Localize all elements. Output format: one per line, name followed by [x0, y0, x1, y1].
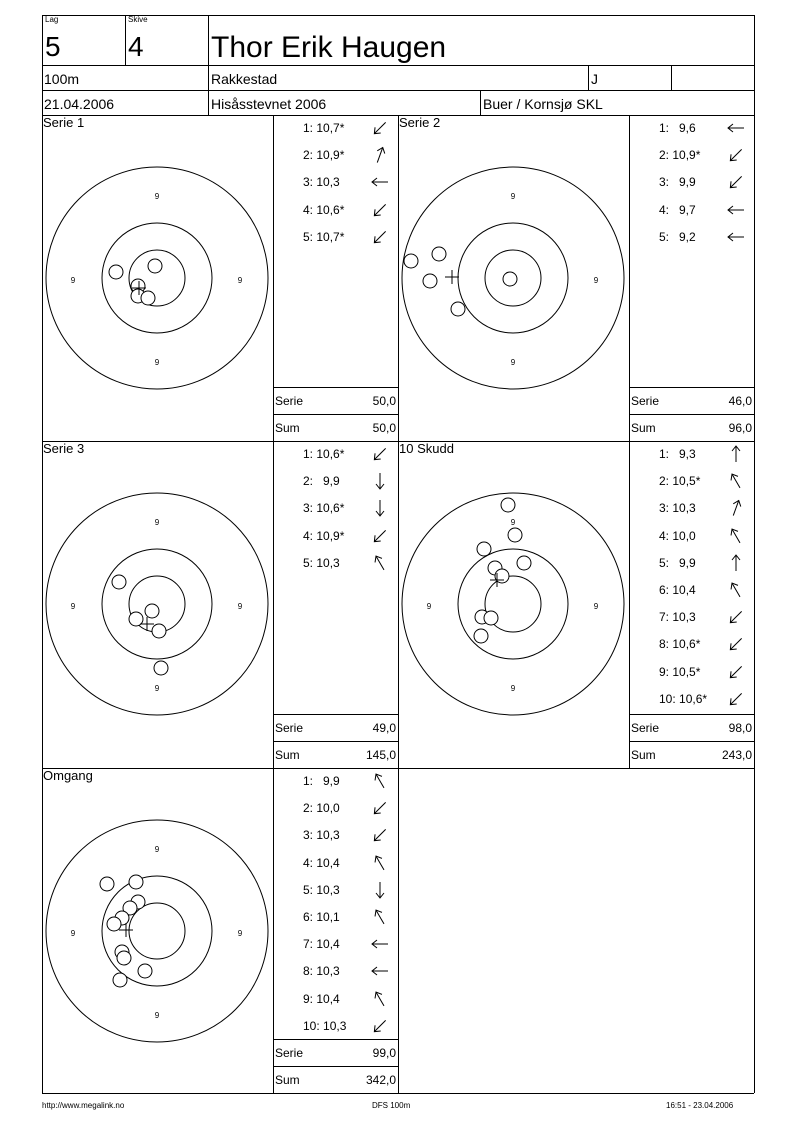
direction-arrow-icon: [370, 527, 390, 545]
ring-number: 9: [154, 358, 160, 367]
ring-number: 9: [426, 602, 432, 611]
target-diagram: [393, 484, 633, 724]
lag-label: Lag: [45, 15, 59, 24]
shot-value: 5: 9,9: [659, 555, 696, 570]
target-diagram: [393, 158, 633, 398]
shot-hole: [145, 604, 159, 618]
shot-value: 1: 10,7*: [303, 121, 345, 135]
ring-9: [102, 549, 212, 659]
direction-arrow-icon: [370, 228, 390, 246]
shot-hole: [432, 247, 446, 261]
shot-value: 2: 10,0: [303, 801, 340, 816]
shooter-name: Thor Erik Haugen: [211, 31, 447, 64]
sum-total: 145,0: [365, 748, 396, 762]
serie-total: 98,0: [728, 721, 752, 735]
direction-arrow-icon: [726, 119, 746, 137]
direction-arrow-icon: [726, 554, 746, 572]
shot-hole: [474, 629, 488, 643]
shot-value: 6: 10,1: [303, 910, 340, 924]
shot-value: 7: 10,4: [303, 937, 340, 952]
direction-arrow-icon: [370, 962, 390, 980]
ring-number: 9: [154, 845, 160, 854]
panel-title: Serie 1: [43, 115, 85, 130]
serie-total: 46,0: [728, 394, 752, 408]
range-name: Buer / Kornsjø SKL: [483, 96, 603, 112]
shot-hole: [501, 498, 515, 512]
sum-label: Sum: [275, 1073, 300, 1087]
direction-arrow-icon: [370, 173, 390, 191]
shot-value: 4: 10,6*: [303, 202, 345, 217]
panel-title: Serie 3: [43, 441, 85, 456]
shot-value: 1: 9,6: [659, 121, 696, 135]
shot-hole: [100, 877, 114, 891]
shot-value: 3: 10,6*: [303, 501, 345, 516]
direction-arrow-icon: [370, 1017, 390, 1035]
shot-hole: [451, 302, 465, 316]
shot-value: 5: 10,3: [303, 882, 340, 897]
direction-arrow-icon: [370, 119, 390, 137]
shot-value: 1: 9,9: [303, 774, 340, 788]
shot-value: 5: 10,7*: [303, 229, 345, 244]
shot-value: 8: 10,6*: [659, 637, 701, 652]
ring-number: 9: [154, 518, 160, 527]
shot-value: 5: 10,3: [303, 555, 340, 570]
ring-number: 9: [237, 276, 243, 285]
shot-value: 5: 9,2: [659, 229, 696, 244]
direction-arrow-icon: [370, 201, 390, 219]
shot-value: 10: 10,6*: [659, 691, 708, 706]
shot-value: 4: 10,4: [303, 855, 340, 870]
shot-value: 3: 10,3: [303, 175, 340, 190]
shot-value: 2: 10,9*: [659, 148, 701, 163]
shot-hole: [107, 917, 121, 931]
shot-hole: [423, 274, 437, 288]
class: J: [591, 71, 598, 87]
direction-arrow-icon: [726, 173, 746, 191]
lag-value: 5: [45, 31, 61, 62]
shot-hole: [138, 964, 152, 978]
shot-value: 10: 10,3: [303, 1018, 347, 1033]
shot-value: 1: 9,3: [659, 447, 696, 461]
serie-total: 49,0: [372, 721, 396, 735]
ring-number: 9: [593, 276, 599, 285]
shot-hole: [113, 973, 127, 987]
direction-arrow-icon: [370, 772, 390, 790]
ring-number: 9: [237, 929, 243, 938]
shot-hole: [484, 611, 498, 625]
ring-9: [102, 876, 212, 986]
shot-hole: [152, 624, 166, 638]
target-diagram: [37, 484, 277, 724]
shot-value: 1: 10,6*: [303, 447, 345, 461]
distance: 100m: [44, 71, 80, 87]
event-name: Hisåsstevnet 2006: [211, 96, 327, 112]
sum-label: Sum: [631, 748, 656, 762]
ring-9: [458, 549, 568, 659]
direction-arrow-icon: [370, 499, 390, 517]
shot-value: 6: 10,4: [659, 583, 696, 597]
serie-total: 99,0: [372, 1046, 396, 1060]
serie-label: Serie: [275, 394, 304, 408]
panel-title: 10 Skudd: [399, 441, 454, 456]
direction-arrow-icon: [726, 608, 746, 626]
shot-value: 9: 10,4: [303, 991, 340, 1006]
direction-arrow-icon: [370, 990, 390, 1008]
direction-arrow-icon: [726, 201, 746, 219]
footer-url: http://www.megalink.no: [42, 1101, 125, 1110]
ring-number: 9: [70, 929, 76, 938]
shot-hole: [117, 951, 131, 965]
direction-arrow-icon: [370, 854, 390, 872]
shot-value: 3: 10,3: [303, 828, 340, 843]
direction-arrow-icon: [726, 499, 746, 517]
direction-arrow-icon: [726, 581, 746, 599]
shot-value: 9: 10,5*: [659, 664, 701, 679]
shot-value: 2: 10,5*: [659, 474, 701, 489]
shot-value: 7: 10,3: [659, 610, 696, 625]
direction-arrow-icon: [370, 881, 390, 899]
direction-arrow-icon: [726, 690, 746, 708]
shot-hole: [154, 661, 168, 675]
shot-value: 3: 9,9: [659, 175, 696, 190]
footer-timestamp: 16:51 - 23.04.2006: [666, 1101, 734, 1110]
serie-label: Serie: [275, 1046, 304, 1060]
serie-label: Serie: [631, 394, 660, 408]
ring-number: 9: [510, 192, 516, 201]
ring-10: [129, 903, 185, 959]
direction-arrow-icon: [726, 445, 746, 463]
direction-arrow-icon: [370, 472, 390, 490]
direction-arrow-icon: [726, 146, 746, 164]
direction-arrow-icon: [726, 527, 746, 545]
direction-arrow-icon: [726, 635, 746, 653]
shot-hole: [148, 259, 162, 273]
sum-label: Sum: [275, 421, 300, 435]
ring-number: 9: [154, 684, 160, 693]
direction-arrow-icon: [370, 908, 390, 926]
target-diagram: [37, 158, 277, 398]
ring-number: 9: [154, 1011, 160, 1020]
ring-number: 9: [510, 358, 516, 367]
serie-total: 50,0: [372, 394, 396, 408]
sum-label: Sum: [631, 421, 656, 435]
direction-arrow-icon: [370, 826, 390, 844]
ring-number: 9: [510, 684, 516, 693]
shot-hole: [404, 254, 418, 268]
sum-total: 342,0: [365, 1073, 396, 1087]
sum-total: 243,0: [721, 748, 752, 762]
shot-hole: [517, 556, 531, 570]
target-diagram: [37, 811, 277, 1051]
footer-center: DFS 100m: [372, 1101, 411, 1110]
shot-value: 4: 10,0: [659, 528, 696, 543]
ring-number: 9: [70, 276, 76, 285]
skive-value: 4: [128, 31, 144, 62]
direction-arrow-icon: [726, 663, 746, 681]
direction-arrow-icon: [726, 472, 746, 490]
club: Rakkestad: [211, 71, 278, 87]
shot-hole: [503, 272, 517, 286]
direction-arrow-icon: [370, 445, 390, 463]
shot-value: 2: 9,9: [303, 474, 340, 489]
sum-label: Sum: [275, 748, 300, 762]
date: 21.04.2006: [44, 96, 115, 112]
sum-total: 50,0: [372, 421, 396, 435]
direction-arrow-icon: [370, 146, 390, 164]
ring-number: 9: [154, 192, 160, 201]
ring-number: 9: [70, 602, 76, 611]
direction-arrow-icon: [370, 935, 390, 953]
shot-hole: [112, 575, 126, 589]
shot-value: 3: 10,3: [659, 501, 696, 516]
shot-hole: [129, 875, 143, 889]
direction-arrow-icon: [370, 554, 390, 572]
panel-title: Serie 2: [399, 115, 441, 130]
shot-value: 8: 10,3: [303, 964, 340, 979]
shot-hole: [508, 528, 522, 542]
shot-hole: [477, 542, 491, 556]
skive-label: Skive: [128, 15, 148, 24]
direction-arrow-icon: [370, 799, 390, 817]
shot-hole: [141, 291, 155, 305]
shot-value: 2: 10,9*: [303, 148, 345, 163]
sum-total: 96,0: [728, 421, 752, 435]
serie-label: Serie: [631, 721, 660, 735]
shot-hole: [109, 265, 123, 279]
shot-value: 4: 10,9*: [303, 528, 345, 543]
direction-arrow-icon: [726, 228, 746, 246]
ring-number: 9: [510, 518, 516, 527]
ring-number: 9: [593, 602, 599, 611]
shot-value: 4: 9,7: [659, 202, 696, 217]
ring-number: 9: [237, 602, 243, 611]
serie-label: Serie: [275, 721, 304, 735]
panel-title: Omgang: [43, 768, 93, 783]
